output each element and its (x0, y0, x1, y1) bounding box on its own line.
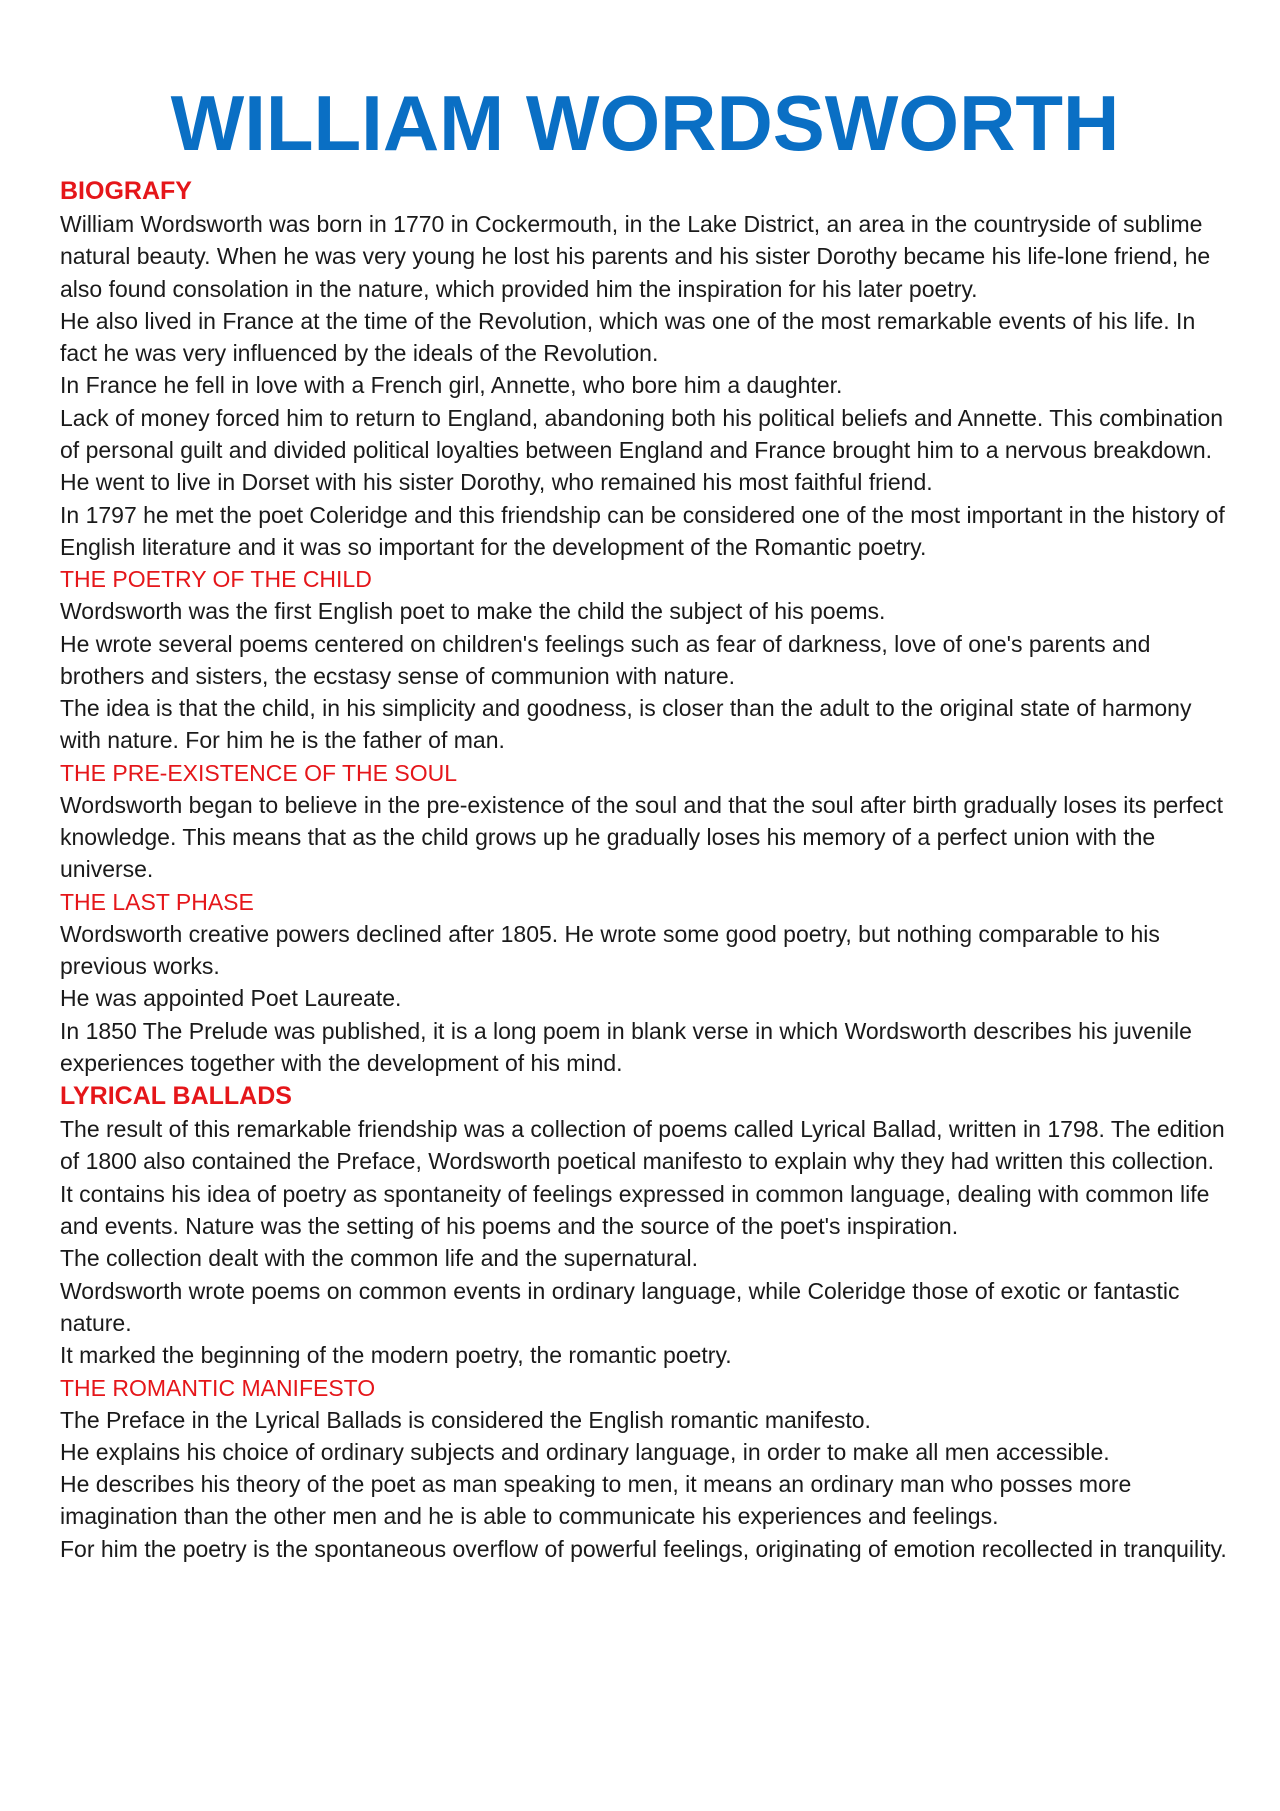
subsection-pre-existence-of-the-soul (60, 757, 1230, 886)
section-heading-lyrical-ballads: LYRICAL BALLADS (60, 1082, 292, 1111)
paragraph: For him the poetry is the spontaneous overflow of powerful feelings, originating of emotion recollected in tranquility. (60, 1535, 1227, 1562)
subsection-poetry-of-the-child (60, 563, 1230, 756)
paragraph: Wordsworth began to believe in the pre-existence of the soul and that the soul after birth gradually loses its perfect knowledge. This means that as the child grows up he gradually loses his memory of a perfect union with the universe. (60, 791, 1224, 883)
section-biography (60, 174, 1230, 1079)
subsection-heading: THE LAST PHASE (60, 888, 254, 915)
paragraph: Wordsworth was the first English poet to make the child the subject of his poems. (60, 598, 886, 625)
paragraph: The idea is that the child, in his simplicity and goodness, is closer than the adult to the original state of harmony with nature. For him he is the father of man. (60, 695, 1192, 754)
paragraph: In 1797 he met the poet Coleridge and this friendship can be considered one of the most important in the history of English literature and it was so important for the development of the Romantic poetry. (60, 501, 1225, 560)
document-page (60, 80, 1230, 1565)
paragraph: He also lived in France at the time of the Revolution, which was one of the most remarkable events of his life. In fact he was very influenced by the ideals of the Revolution. (60, 307, 1196, 367)
paragraph: He explains his choice of ordinary subjects and ordinary language, in order to make all men accessible. (60, 1438, 1110, 1465)
subsection-heading: THE PRE-EXISTENCE OF THE SOUL (60, 759, 458, 786)
paragraph: William Wordsworth was born in 1770 in Cockermouth, in the Lake District, an area in the countryside of sublime natural beauty. When he was very young he lost his parents and his sister Dorothy became his life-lone friend, he also found consolation in the nature, which provided him the inspiration for his later poetry. (60, 211, 1211, 302)
paragraph: He went to live in Dorset with his sister Dorothy, who remained his most faithful friend. (60, 469, 933, 496)
paragraph: The Preface in the Lyrical Ballads is considered the English romantic manifesto. (60, 1406, 871, 1433)
paragraph: In France he fell in love with a French girl, Annette, who bore him a daughter. (60, 372, 843, 399)
paragraph: It marked the beginning of the modern poetry, the romantic poetry. (60, 1342, 732, 1369)
section-lyrical-ballads (60, 1079, 1230, 1565)
section-heading-biography: BIOGRAFY (60, 177, 192, 205)
paragraph: The result of this remarkable friendship was a collection of poems called Lyrical Ballad, written in 1798. The edition of 1800 also contained the Preface, Wordsworth poetical manifesto to explain why they had written this collection. It contains his idea of poetry as spontaneity of feelings expressed in common language, dealing with common life and events. Nature was the setting of his poems and the source of the poet's inspiration. (60, 1116, 1225, 1240)
paragraph: In 1850 The Prelude was published, it is a long poem in blank verse in which Wordsworth describes his juvenile experiences together with the development of his mind. (60, 1017, 1192, 1076)
paragraph: The collection dealt with the common life and the supernatural. (60, 1245, 698, 1272)
subsection-last-phase (60, 886, 1230, 1079)
paragraph: Lack of money forced him to return to England, abandoning both his political beliefs and Annette. This combination of personal guilt and divided political loyalties between England and France brought him to a nervous breakdown. (60, 404, 1224, 464)
paragraph: Wordsworth creative powers declined after 1805. He wrote some good poetry, but nothing comparable to his previous works. (60, 920, 1160, 979)
subsection-heading: THE POETRY OF THE CHILD (60, 566, 372, 593)
subsection-heading: THE ROMANTIC MANIFESTO (60, 1374, 376, 1401)
document-title: WILLIAM WORDSWORTH (170, 79, 1120, 167)
paragraph: He describes his theory of the poet as man speaking to men, it means an ordinary man who posses more imagination than the other men and he is able to communicate his experiences and feelings. (60, 1471, 1132, 1530)
subsection-romantic-manifesto (60, 1372, 1230, 1565)
paragraph: He was appointed Poet Laureate. (60, 985, 402, 1012)
paragraph: He wrote several poems centered on children's feelings such as fear of darkness, love of one's parents and brothers and sisters, the ecstasy sense of communion with nature. (60, 630, 1151, 689)
paragraph: Wordsworth wrote poems on common events in ordinary language, while Coleridge those of exotic or fantastic nature. (60, 1277, 1180, 1336)
